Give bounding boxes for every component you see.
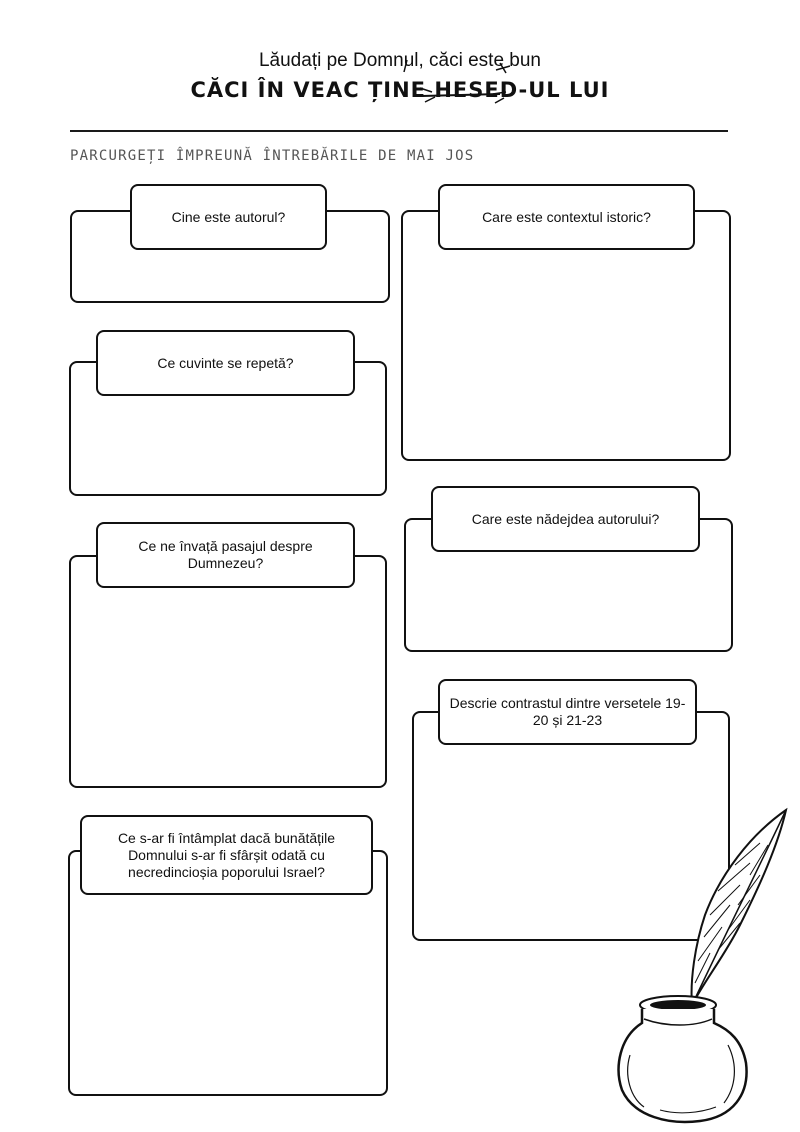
title-line-2: CĂCI ÎN VEAC ȚINE HESED-UL LUI: [190, 78, 610, 102]
instructions-heading: PARCURGEȚI ÎMPREUNĂ ÎNTREBĂRILE DE MAI JOS: [70, 148, 475, 164]
question-tab-about-god: [96, 522, 355, 588]
question-tab-author: [130, 184, 327, 250]
question-tab-repeated-words: [96, 330, 355, 396]
question-text: Ce s-ar fi întâmplat dacă bunătățile Domnului s-ar fi sfârșit odată cu necredincioșia poporului Israel?: [117, 829, 336, 880]
question-tab-historical-context: [438, 184, 695, 250]
answer-box-about-god[interactable]: [69, 555, 387, 788]
question-tab-verse-contrast: [438, 679, 697, 745]
question-tab-what-if: [80, 815, 373, 895]
question-text: Descrie contrastul dintre versetele 19-20 și 21-23: [449, 695, 686, 728]
question-text: Care este nădejdea autorului?: [471, 510, 660, 527]
question-text: Care este contextul istoric?: [482, 208, 651, 225]
question-text: Ce ne învață pasajul despre Dumnezeu?: [138, 538, 313, 571]
header-divider: [70, 130, 728, 132]
question-text: Cine este autorul?: [171, 208, 286, 225]
quill-inkwell-icon: [600, 805, 800, 1130]
question-text: Ce cuvinte se repetă?: [157, 354, 294, 371]
question-tab-author-hope: [431, 486, 700, 552]
title-line-1: Lăudați pe Domnul, căci este bun: [258, 50, 541, 71]
